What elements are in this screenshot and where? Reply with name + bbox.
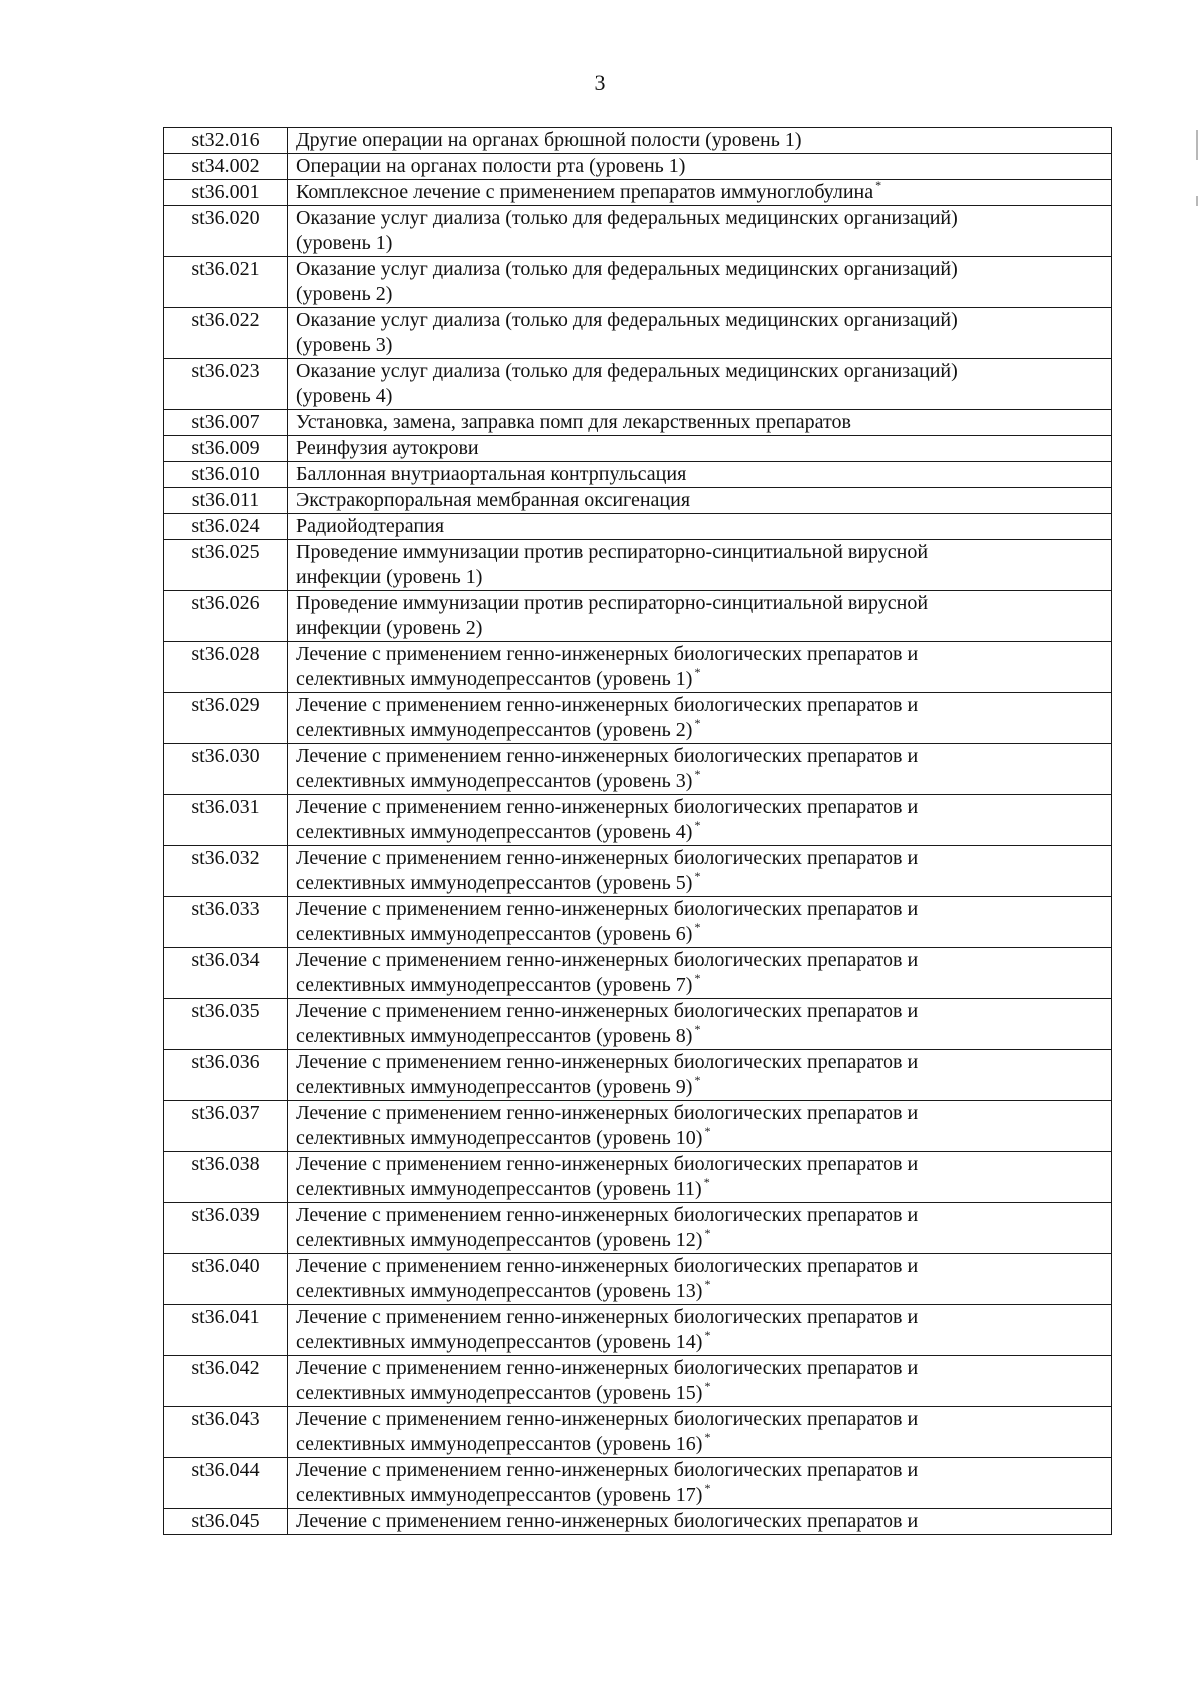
row-name-last-line [296,1126,1105,1151]
row-name-line: Лечение с применением генно-инженерных биологических препаратов и [296,1153,919,1175]
table-row [164,846,1112,897]
scan-edge-mark [1196,196,1198,206]
footnote-mark: * [694,665,701,679]
table-row [164,1050,1112,1101]
row-name [288,1254,1112,1305]
row-name-line: инфекции (уровень 1) [296,566,483,588]
row-name [288,488,1112,514]
row-name [288,948,1112,999]
row-name-line: Лечение с применением генно-инженерных биологических препаратов и [296,1459,919,1481]
row-name-line: Лечение с применением генно-инженерных биологических препаратов и [296,1102,919,1124]
row-name-line: Лечение с применением генно-инженерных биологических препаратов и [296,1408,919,1430]
row-name-line: Лечение с применением генно-инженерных биологических препаратов и [296,796,919,818]
row-name-last-line [296,769,1105,794]
table-row [164,1203,1112,1254]
row-name-last-line [296,718,1105,743]
row-name-line: селективных иммунодепрессантов (уровень 11) [296,1178,702,1200]
row-code: st36.011 [164,488,288,514]
row-code: st36.040 [164,1254,288,1305]
row-code: st36.024 [164,514,288,540]
table-row [164,897,1112,948]
table-row [164,642,1112,693]
row-code: st34.002 [164,154,288,180]
row-name-line: (уровень 2) [296,283,393,305]
table-row [164,410,1112,436]
row-name-line: селективных иммунодепрессантов (уровень 9) [296,1076,693,1098]
row-code: st36.038 [164,1152,288,1203]
row-name [288,359,1112,410]
footnote-mark: * [694,767,701,781]
row-name [288,693,1112,744]
row-code: st36.033 [164,897,288,948]
row-name-line: селективных иммунодепрессантов (уровень 14) [296,1331,703,1353]
row-name-line: селективных иммунодепрессантов (уровень 3) [296,770,693,792]
row-name [288,128,1112,154]
table-row [164,999,1112,1050]
row-name [288,1203,1112,1254]
row-name-line: Баллонная внутриаортальная контрпульсация [296,463,687,485]
table-row [164,1356,1112,1407]
row-code: st36.034 [164,948,288,999]
row-name-line: Лечение с применением генно-инженерных биологических препаратов и [296,745,919,767]
table-row [164,693,1112,744]
row-code: st36.044 [164,1458,288,1509]
footnote-mark: * [694,1073,701,1087]
row-name-line: селективных иммунодепрессантов (уровень 13) [296,1280,703,1302]
table-row [164,1254,1112,1305]
row-code: st36.023 [164,359,288,410]
row-name-line: Оказание услуг диализа (только для федеральных медицинских организаций) [296,207,958,229]
table-row [164,744,1112,795]
row-name [288,591,1112,642]
footnote-mark: * [703,1175,710,1189]
row-name [288,540,1112,591]
row-code: st36.020 [164,206,288,257]
table-row [164,462,1112,488]
row-name-line: Лечение с применением генно-инженерных биологических препаратов и [296,1510,919,1532]
row-name-line: Другие операции на органах брюшной полости (уровень 1) [296,129,802,151]
page-number: 3 [594,70,606,95]
footnote-mark: * [875,179,882,192]
table-row [164,359,1112,410]
table-row [164,591,1112,642]
row-name-last-line [296,1024,1105,1049]
table-row [164,436,1112,462]
row-name-last-line [296,871,1105,896]
row-name-line: Проведение иммунизации против респираторно-синцитиальной вирусной [296,592,929,614]
row-name-last-line [296,1483,1105,1508]
table-row [164,1101,1112,1152]
row-name-line: Лечение с применением генно-инженерных биологических препаратов и [296,1306,919,1328]
row-name-line: селективных иммунодепрессантов (уровень 6) [296,923,693,945]
row-name [288,1305,1112,1356]
row-name [288,514,1112,540]
row-name [288,206,1112,257]
table-row [164,154,1112,180]
row-name-line: Оказание услуг диализа (только для федеральных медицинских организаций) [296,360,958,382]
row-name-last-line [296,1177,1105,1202]
row-name [288,744,1112,795]
table-row [164,257,1112,308]
row-name-last-line [296,180,1105,205]
row-name-line: (уровень 3) [296,334,393,356]
row-name-line: Лечение с применением генно-инженерных биологических препаратов и [296,847,919,869]
row-name-line: селективных иммунодепрессантов (уровень 17) [296,1484,703,1506]
row-name-line: Проведение иммунизации против респираторно-синцитиальной вирусной [296,541,929,563]
row-name-line: Комплексное лечение с применением препаратов иммуноглобулина [296,181,874,203]
row-name-line: Экстракорпоральная мембранная оксигенация [296,489,691,511]
row-name-line: Реинфузия аутокрови [296,437,479,459]
row-code: st36.007 [164,410,288,436]
row-name [288,642,1112,693]
ksg-table [163,127,1112,1535]
table-row [164,1407,1112,1458]
row-name-line: Лечение с применением генно-инженерных биологических препаратов и [296,1255,919,1277]
table-row [164,128,1112,154]
row-code: st36.035 [164,999,288,1050]
row-code: st36.025 [164,540,288,591]
row-name [288,308,1112,359]
footnote-mark: * [694,971,701,985]
row-name [288,999,1112,1050]
footnote-mark: * [704,1328,711,1342]
row-name-last-line [296,820,1105,845]
table-row [164,1152,1112,1203]
row-code: st36.021 [164,257,288,308]
table-row [164,1509,1112,1535]
row-code: st36.041 [164,1305,288,1356]
table-row [164,514,1112,540]
row-name-line: селективных иммунодепрессантов (уровень 8) [296,1025,693,1047]
row-name [288,1509,1112,1535]
table-row [164,206,1112,257]
row-name-line: селективных иммунодепрессантов (уровень 15) [296,1382,703,1404]
row-name-last-line [296,1279,1105,1304]
row-name-last-line [296,667,1105,692]
row-name-line: селективных иммунодепрессантов (уровень 4) [296,821,693,843]
row-name [288,1458,1112,1509]
row-name-line: Операции на органах полости рта (уровень 1) [296,155,686,177]
row-name-line: Лечение с применением генно-инженерных биологических препаратов и [296,1204,919,1226]
footnote-mark: * [704,1481,711,1495]
row-name-line: (уровень 1) [296,232,393,254]
row-code: st36.022 [164,308,288,359]
row-name-line: селективных иммунодепрессантов (уровень 12) [296,1229,703,1251]
row-name-line: селективных иммунодепрессантов (уровень 1) [296,668,693,690]
row-name-line: селективных иммунодепрессантов (уровень 10) [296,1127,703,1149]
table-row [164,1458,1112,1509]
row-name [288,410,1112,436]
row-code: st36.037 [164,1101,288,1152]
row-name-line: (уровень 4) [296,385,393,407]
row-name-line: Оказание услуг диализа (только для федеральных медицинских организаций) [296,309,958,331]
row-name [288,180,1112,206]
row-name-last-line [296,1228,1105,1253]
row-name-line: Лечение с применением генно-инженерных биологических препаратов и [296,898,919,920]
table-row [164,795,1112,846]
row-name [288,154,1112,180]
row-name [288,436,1112,462]
row-name [288,257,1112,308]
row-code: st36.042 [164,1356,288,1407]
footnote-mark: * [704,1277,711,1291]
row-code: st36.009 [164,436,288,462]
row-code: st36.001 [164,180,288,206]
row-code: st36.036 [164,1050,288,1101]
row-name [288,795,1112,846]
footnote-mark: * [694,869,701,883]
table-row [164,540,1112,591]
row-name-last-line [296,1075,1105,1100]
row-code: st36.028 [164,642,288,693]
row-name-line: селективных иммунодепрессантов (уровень 2) [296,719,693,741]
row-code: st36.030 [164,744,288,795]
row-name-last-line [296,1330,1105,1355]
table-row [164,948,1112,999]
row-name-last-line [296,1432,1105,1457]
row-name-line: Лечение с применением генно-инженерных биологических препаратов и [296,1000,919,1022]
row-code: st32.016 [164,128,288,154]
row-name-line: Установка, замена, заправка помп для лекарственных препаратов [296,411,851,433]
row-code: st36.029 [164,693,288,744]
row-name [288,1407,1112,1458]
row-name-line: инфекции (уровень 2) [296,617,483,639]
row-code: st36.043 [164,1407,288,1458]
row-code: st36.032 [164,846,288,897]
row-name-line: Радиойодтерапия [296,515,445,537]
row-name-line: Оказание услуг диализа (только для федеральных медицинских организаций) [296,258,958,280]
table-body [164,128,1112,1535]
table-row [164,180,1112,206]
footnote-mark: * [694,920,701,934]
footnote-mark: * [694,818,701,832]
row-name-line: Лечение с применением генно-инженерных биологических препаратов и [296,949,919,971]
footnote-mark: * [704,1226,711,1240]
row-name-line: селективных иммунодепрессантов (уровень 5) [296,872,693,894]
row-code: st36.026 [164,591,288,642]
row-name-line: Лечение с применением генно-инженерных биологических препаратов и [296,1051,919,1073]
row-name-line: селективных иммунодепрессантов (уровень 16) [296,1433,703,1455]
row-code: st36.010 [164,462,288,488]
table-row [164,488,1112,514]
table-row [164,308,1112,359]
row-name-last-line [296,922,1105,947]
row-name-line: Лечение с применением генно-инженерных биологических препаратов и [296,1357,919,1379]
footnote-mark: * [704,1430,711,1444]
row-name [288,1356,1112,1407]
row-code: st36.039 [164,1203,288,1254]
row-name-last-line [296,973,1105,998]
row-code: st36.031 [164,795,288,846]
scan-edge-mark [1196,130,1198,160]
row-name-line: Лечение с применением генно-инженерных биологических препаратов и [296,694,919,716]
table-row [164,1305,1112,1356]
row-name [288,897,1112,948]
footnote-mark: * [694,1022,701,1036]
row-code: st36.045 [164,1509,288,1535]
footnote-mark: * [694,716,701,730]
row-name [288,846,1112,897]
footnote-mark: * [704,1379,711,1393]
row-name-line: селективных иммунодепрессантов (уровень 7) [296,974,693,996]
row-name [288,1101,1112,1152]
row-name-line: Лечение с применением генно-инженерных биологических препаратов и [296,643,919,665]
row-name [288,462,1112,488]
footnote-mark: * [704,1124,711,1138]
row-name [288,1050,1112,1101]
row-name-last-line [296,1381,1105,1406]
row-name [288,1152,1112,1203]
